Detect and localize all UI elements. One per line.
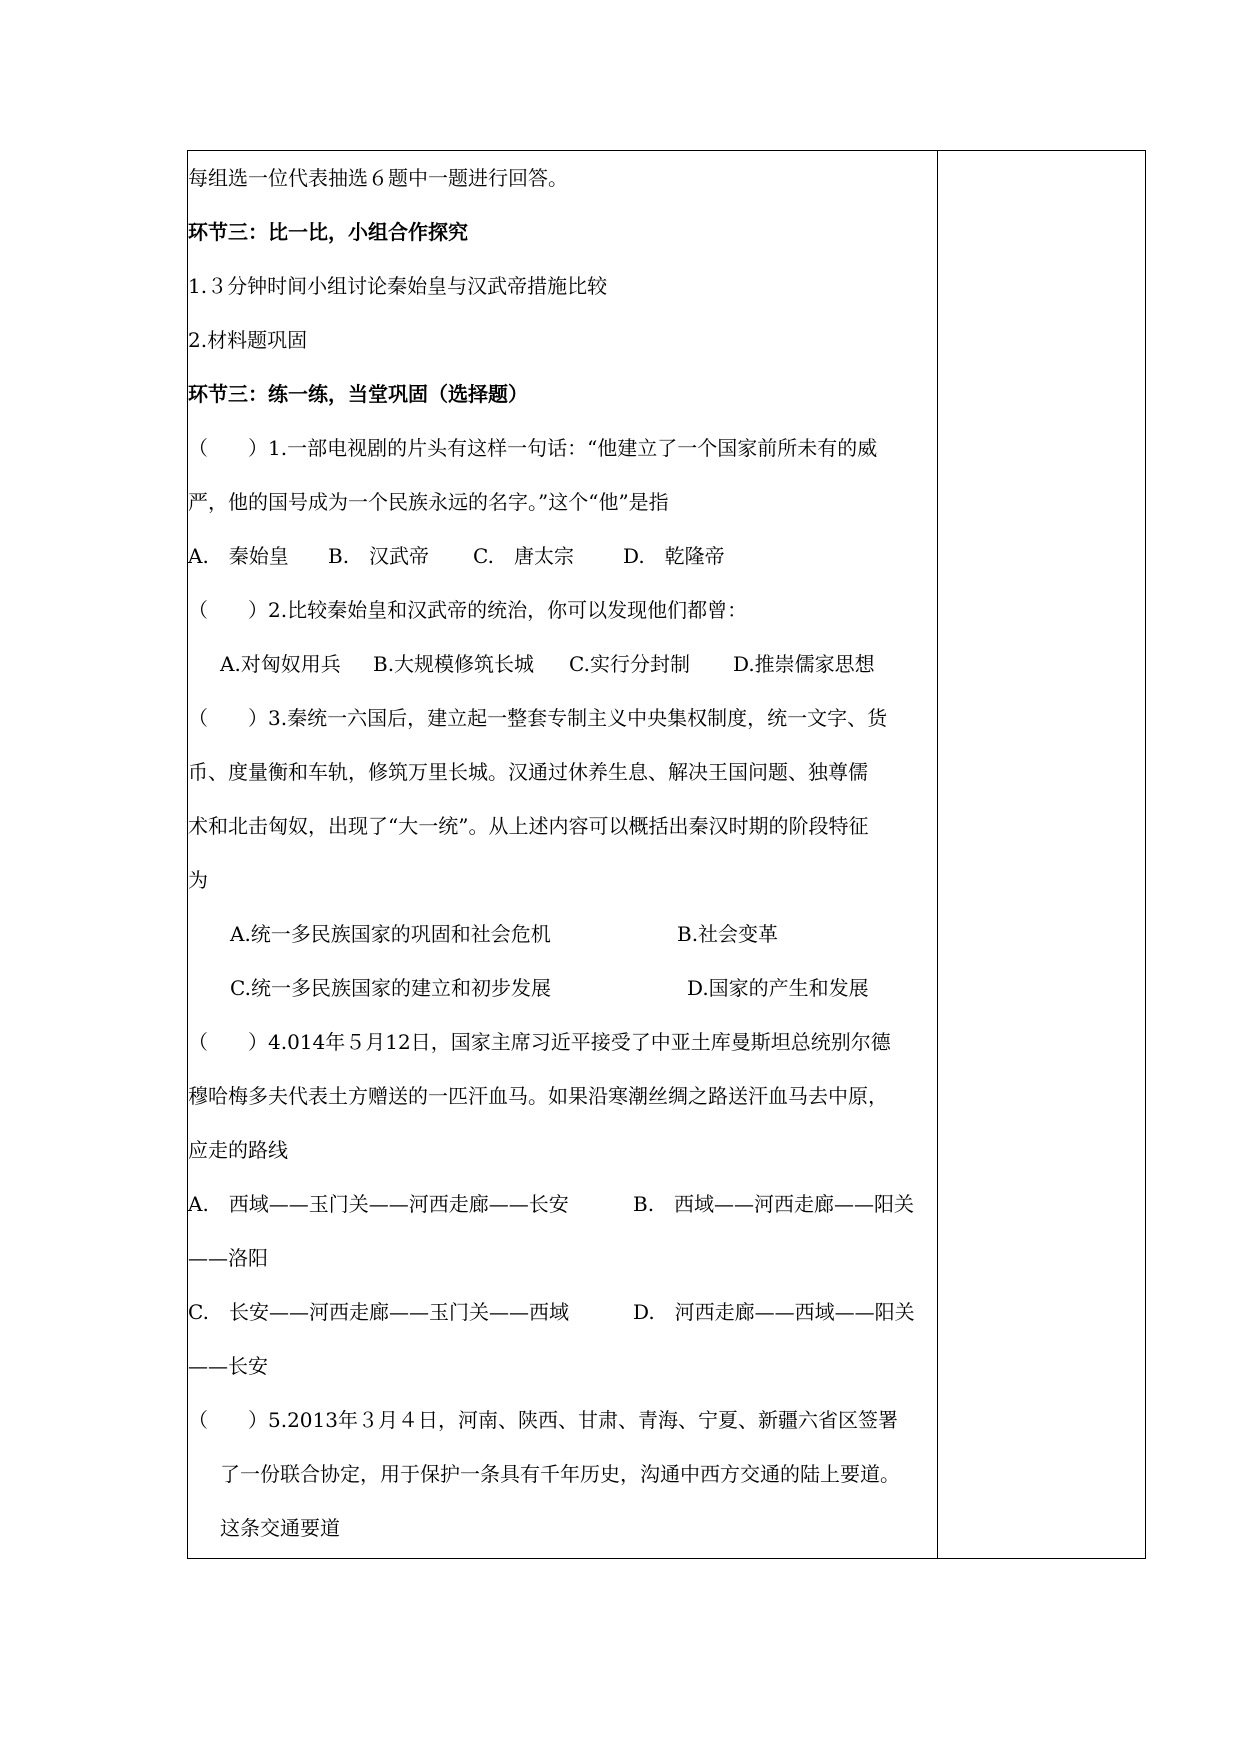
option-a: A.对匈奴用兵 [220,652,341,676]
question-1-text: 严，他的国号成为一个民族永远的名字。”这个“他”是指 [188,490,669,514]
option-c: C.实行分封制 [569,652,690,676]
option-b: B. 西域——河西走廊——阳关 [633,1192,915,1216]
option-a: A. 秦始皇 [188,544,289,568]
question-4-text: 穆哈梅多夫代表土方赠送的一匹汗血马。如果沿寒潮丝绸之路送汗血马去中原， [188,1084,888,1108]
question-3-text: （ ）3.秦统一六国后，建立起一整套专制主义中央集权制度，统一文字、货 [188,706,888,730]
question-4-options [188,1297,937,1327]
notes-cell [938,151,1145,1558]
question-3-options [188,919,937,949]
question-3-options [188,973,937,1003]
option-d: D.国家的产生和发展 [687,976,869,1000]
text-line: 每组选一位代表抽选６题中一题进行回答。 [188,166,568,190]
question-5-text: 这条交通要道 [220,1516,340,1540]
option-b: B.大规模修筑长城 [373,652,535,676]
question-2-text: （ ）2.比较秦始皇和汉武帝的统治，你可以发现他们都曾： [188,598,748,622]
section-heading: 环节三：比一比，小组合作探究 [188,220,468,244]
option-c: C.统一多民族国家的建立和初步发展 [230,976,551,1000]
question-3-text: 币、度量衡和车轨，修筑万里长城。汉通过休养生息、解决王国问题、独尊儒 [188,760,868,784]
option-d: D. 乾隆帝 [623,544,725,568]
question-1-text: （ ）1.一部电视剧的片头有这样一句话：“他建立了一个国家前所未有的威 [188,436,878,460]
option-d: D. 河西走廊——西域——阳关 [633,1300,915,1324]
question-4-options-cont: ——长安 [188,1354,268,1378]
question-3-text: 术和北击匈奴，出现了“大一统”。从上述内容可以概括出秦汉时期的阶段特征 [188,814,869,838]
section-heading: 环节三：练一练，当堂巩固（选择题） [188,382,528,406]
question-4-options-cont: ——洛阳 [188,1246,268,1270]
question-4-options [188,1189,937,1219]
option-a: A. 西域——玉门关——河西走廊——长安 [188,1192,569,1216]
text-line: 1.３分钟时间小组讨论秦始皇与汉武帝措施比较 [188,274,608,298]
question-2-options [188,649,937,679]
question-4-text: （ ）4.014年５月12日，国家主席习近平接受了中亚土库曼斯坦总统别尔德 [188,1030,891,1054]
question-4-text: 应走的路线 [188,1138,288,1162]
option-d: D.推崇儒家思想 [733,652,875,676]
lesson-table [187,150,1146,1559]
option-b: B. 汉武帝 [328,544,430,568]
option-a: A.统一多民族国家的巩固和社会危机 [230,922,551,946]
lesson-content-cell [188,151,938,1558]
question-3-text: 为 [188,868,208,892]
question-5-text: 了一份联合协定，用于保护一条具有千年历史，沟通中西方交通的陆上要道。 [220,1462,900,1486]
option-c: C. 长安——河西走廊——玉门关——西域 [188,1300,569,1324]
question-5-text: （ ）5.2013年３月４日，河南、陕西、甘肃、青海、宁夏、新疆六省区签署 [188,1408,898,1432]
option-b: B.社会变革 [677,922,779,946]
option-c: C. 唐太宗 [473,544,574,568]
text-line: 2.材料题巩固 [188,328,308,352]
question-1-options [188,541,937,571]
